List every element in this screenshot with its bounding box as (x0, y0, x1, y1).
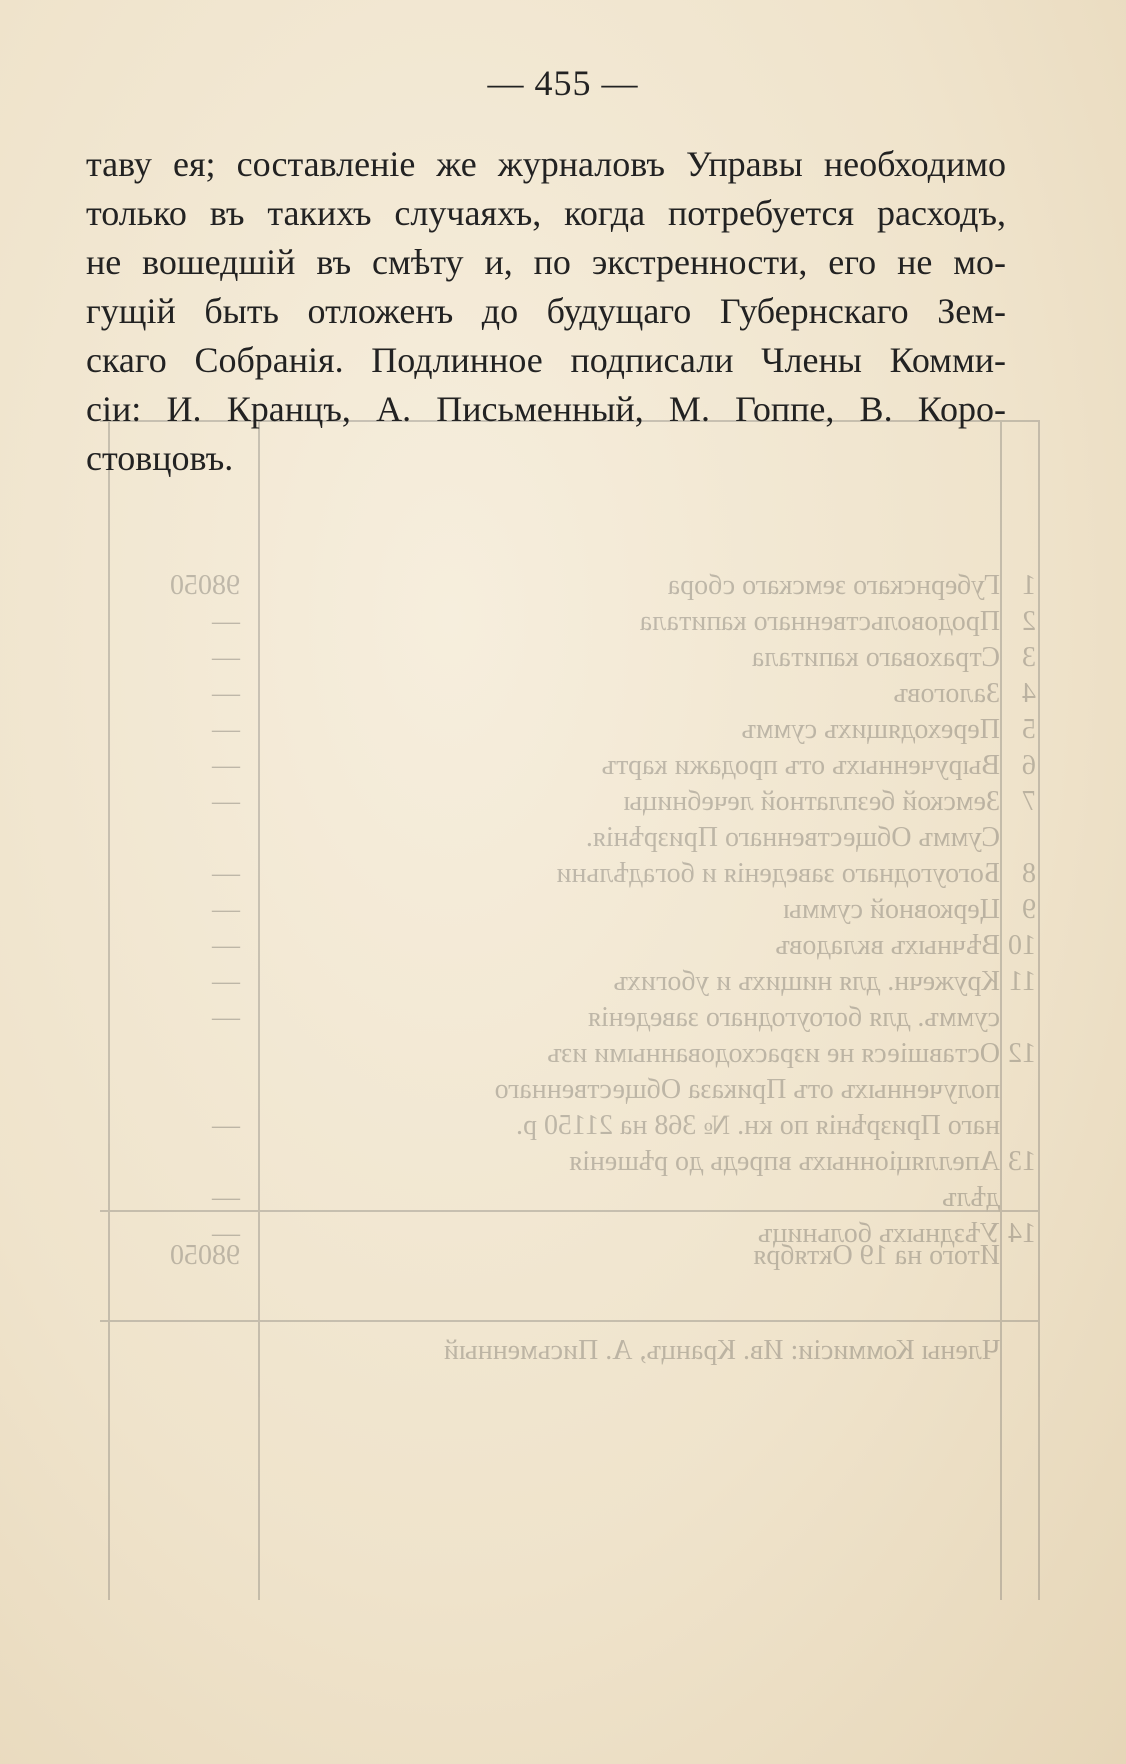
bleed-row-number: 2 (1022, 606, 1036, 637)
bleed-row-amount: — (212, 678, 240, 709)
bleed-row-amount: — (212, 858, 240, 889)
text-line: не вошедшій въ смѣту и, по экстренности, его не мо- (86, 242, 1006, 282)
table-rule (100, 1210, 1040, 1212)
table-rule (100, 1320, 1040, 1322)
text-line: сіи: И. Кранцъ, А. Письменный, М. Гоппе, В. Коро- (86, 389, 1006, 429)
bleed-row-amount: — (212, 750, 240, 781)
bleed-row-text: Апелляціонныхъ впредь до рѣшенія (569, 1146, 1000, 1177)
body-paragraph (86, 140, 1006, 483)
bleed-row-text: Церковной суммы (783, 894, 1000, 925)
bleed-row-number: 6 (1022, 750, 1036, 781)
table-column-divider (258, 420, 260, 1600)
bleed-row-text: Богоугоднаго заведенія и богадѣльни (556, 858, 1000, 889)
bleed-row-amount: 98050 (170, 570, 240, 601)
bleed-row-amount: — (212, 1218, 240, 1249)
bleed-row-amount: — (212, 786, 240, 817)
text-line: скаго Собранія. Подлинное подписали Члены Комми- (86, 340, 1006, 380)
bleed-row-amount: — (212, 1002, 240, 1033)
bleed-row-number: 5 (1022, 714, 1036, 745)
bleed-row-text: наго Призрѣнія по кн. № 368 на 21150 р. (516, 1110, 1000, 1141)
bleed-row-number: 4 (1022, 678, 1036, 709)
bleed-row-amount: — (212, 714, 240, 745)
bleed-row-text: Итого на 19 Октября (753, 1240, 1000, 1271)
bleed-row-text: Кружечн. для нищихъ и убогихъ (613, 966, 1000, 997)
bleed-row-amount: — (212, 966, 240, 997)
bleed-row-number: 12 (1008, 1038, 1036, 1069)
page-number: — 455 — (487, 63, 639, 103)
bleed-row-number: 3 (1022, 642, 1036, 673)
bleed-row-amount: — (212, 930, 240, 961)
bleed-row-number: 8 (1022, 858, 1036, 889)
bleed-row-text: Члены Коммисіи: Ив. Кранцъ, А. Письменный (443, 1335, 1000, 1366)
text-line: гущій быть отложенъ до будущаго Губернскаго Зем- (86, 291, 1006, 331)
bleed-row-amount: — (212, 894, 240, 925)
bleed-row-text: Суммъ Общественнаго Призрѣнія. (585, 822, 1000, 853)
bleed-row-text: дѣлъ (942, 1182, 1000, 1213)
bleed-row-text: Переходящихъ суммъ (741, 714, 1000, 745)
bleed-row-number: 1 (1022, 570, 1036, 601)
text-line: стовцовъ. (86, 438, 234, 478)
bleed-through-table (100, 420, 1040, 1600)
bleed-row-text: Вѣчныхъ вкладовъ (775, 930, 1000, 961)
bleed-row-number: 11 (1009, 966, 1036, 997)
text-line: только въ такихъ случаяхъ, когда потребуется расходъ, (86, 193, 1006, 233)
bleed-row-amount: — (212, 1110, 240, 1141)
bleed-row-number: 9 (1022, 894, 1036, 925)
bleed-row-amount: — (212, 1182, 240, 1213)
bleed-row-text: полученныхъ отъ Приказа Общественнаго (494, 1074, 1000, 1105)
table-border-right (108, 420, 110, 1600)
bleed-row-number: 13 (1008, 1146, 1036, 1177)
bleed-row-number: 14 (1008, 1218, 1036, 1249)
bleed-row-text: Земской безплатной лечебницы (623, 786, 1000, 817)
bleed-row-text: Вырученныхъ отъ продажи картъ (601, 750, 1000, 781)
bleed-row-number: 10 (1008, 930, 1036, 961)
bleed-row-text: Губернскаго земскаго сбора (667, 570, 1000, 601)
bleed-row-text: Оставшіеся не израсходованными изъ (547, 1038, 1000, 1069)
text-line: таву ея; составленіе же журналовъ Управы необходимо (86, 144, 1006, 184)
bleed-row-text: Залоговъ (893, 678, 1000, 709)
bleed-row-text: Продовольственнаго капитала (639, 606, 1000, 637)
bleed-row-number: 7 (1022, 786, 1036, 817)
bleed-row-text: Страховаго капитала (751, 642, 1000, 673)
bleed-row-text: суммъ. для богоугоднаго заведенія (587, 1002, 1000, 1033)
bleed-row-amount: — (212, 642, 240, 673)
bleed-row-text: Уѣздныхъ больницъ (757, 1218, 1000, 1249)
table-column-divider (1000, 420, 1002, 1600)
table-border-left (1038, 420, 1040, 1600)
bleed-row-amount: — (212, 606, 240, 637)
bleed-row-amount: 98050 (170, 1240, 240, 1271)
